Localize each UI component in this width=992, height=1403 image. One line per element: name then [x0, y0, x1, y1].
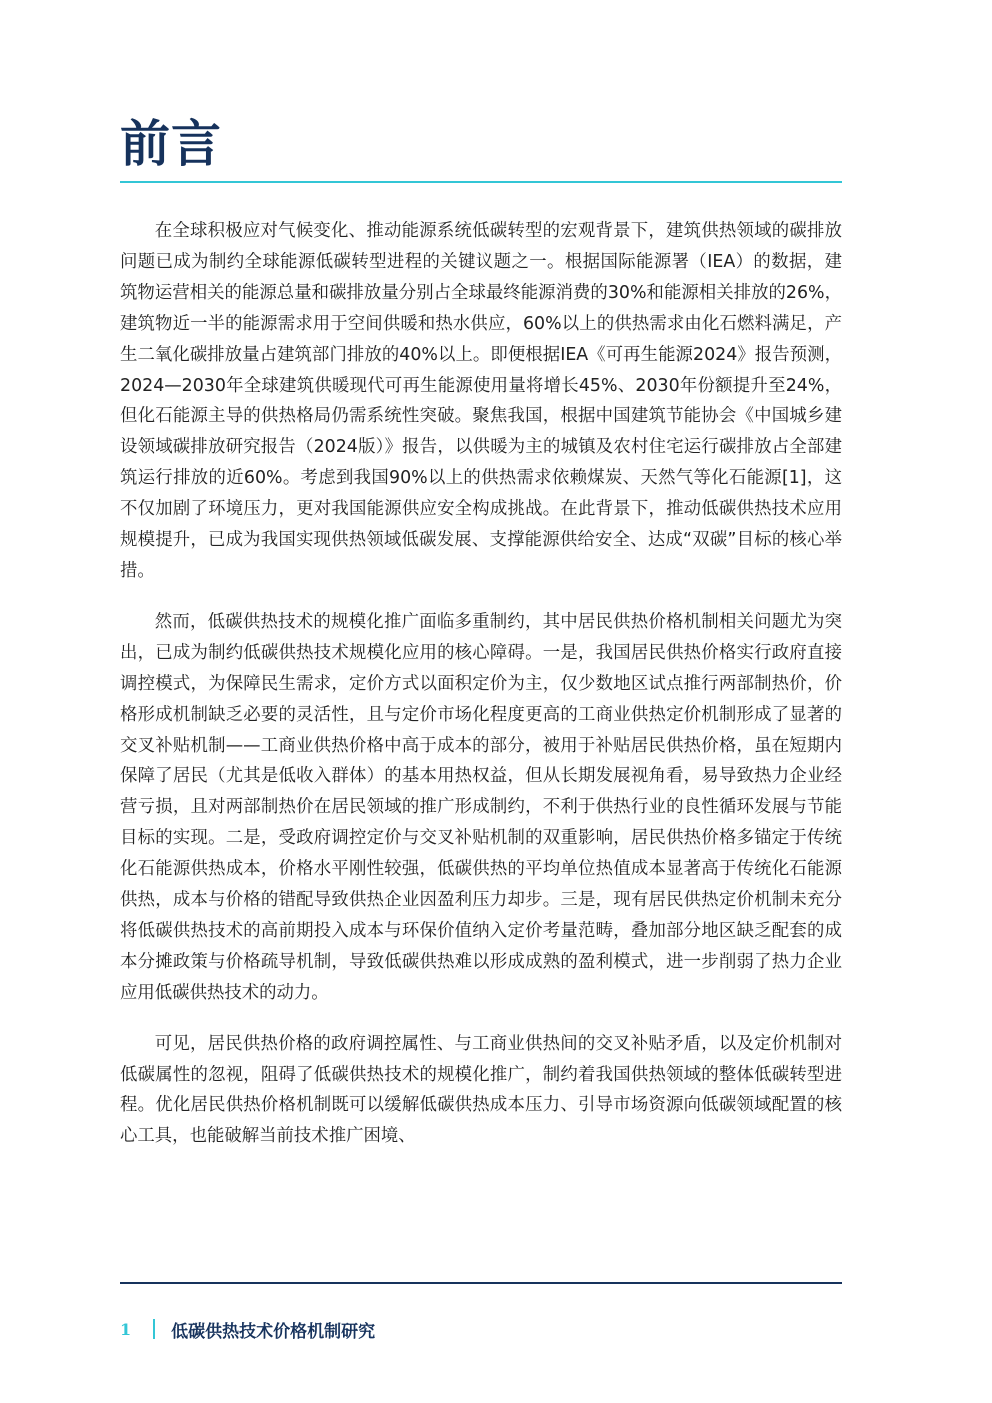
page-number: 1: [120, 1319, 132, 1339]
paragraph: 在全球积极应对气候变化、推动能源系统低碳转型的宏观背景下，建筑供热领域的碳排放问题已成为制约全球能源低碳转型进程的关键议题之一。根据国际能源署（IEA）的数据，建筑物运营相关的能源总量和碳排放量分别占全球最终能源消费的30%和能源相关排放的26%，建筑物近一半的能源需求用于空间供暖和热水供应，60%以上的供热需求由化石燃料满足，产生二氧化碳排放量占建筑部门排放的40%以上。即便根据IEA《可再生能源2024》报告预测，2024—2030年全球建筑供暖现代可再生能源使用量将增长45%、2030年份额提升至24%，但化石能源主导的供热格局仍需系统性突破。聚焦我国，根据中国建筑节能协会《中国城乡建设领域碳排放研究报告（2024版）》报告，以供暖为主的城镇及农村住宅运行碳排放占全部建筑运行排放的近60%。考虑到我国90%以上的供热需求依赖煤炭、天然气等化石能源[1]，这不仅加剧了环境压力，更对我国能源供应安全构成挑战。在此背景下，推动低碳供热技术应用规模提升，已成为我国实现供热领域低碳发展、支撑能源供给安全、达成“双碳”目标的核心举措。: [120, 221, 842, 581]
paragraph: 然而，低碳供热技术的规模化推广面临多重制约，其中居民供热价格机制相关问题尤为突出，已成为制约低碳供热技术规模化应用的核心障碍。一是，我国居民供热价格实行政府直接调控模式，为保障民生需求，定价方式以面积定价为主，仅少数地区试点推行两部制热价，价格形成机制缺乏必要的灵活性，且与定价市场化程度更高的工商业供热定价机制形成了显著的交叉补贴机制——工商业供热价格中高于成本的部分，被用于补贴居民供热价格，虽在短期内保障了居民（尤其是低收入群体）的基本用热权益，但从长期发展视角看，易导致热力企业经营亏损，且对两部制热价在居民领域的推广形成制约，不利于供热行业的良性循环发展与节能目标的实现。二是，受政府调控定价与交叉补贴机制的双重影响，居民供热价格多锚定于传统化石能源供热成本，价格水平刚性较强，低碳供热的平均单位热值成本显著高于传统化石能源供热，成本与价格的错配导致供热企业因盈利压力却步。三是，现有居民供热定价机制未充分将低碳供热技术的高前期投入成本与环保价值纳入定价考量范畴，叠加部分地区缺乏配套的成本分摊政策与价格疏导机制，导致低碳供热难以形成成熟的盈利模式，进一步削弱了热力企业应用低碳供热技术的动力。: [120, 611, 842, 1003]
running-title: 低碳供热技术价格机制研究: [171, 1321, 376, 1342]
page-footer: [120, 1317, 375, 1341]
body-text: [120, 216, 842, 1172]
page-title: 前言: [120, 115, 222, 173]
paragraph: 可见，居民供热价格的政府调控属性、与工商业供热间的交叉补贴矛盾，以及定价机制对低碳属性的忽视，阻碍了低碳供热技术的规模化推广，制约着我国供热领域的整体低碳转型进程。优化居民供热价格机制既可以缓解低碳供热成本压力、引导市场资源向低碳领域配置的核心工具，也能破解当前技术推广困境、: [120, 1033, 842, 1147]
title-divider: [120, 181, 842, 183]
footer-separator: [153, 1319, 155, 1339]
footer-divider: [120, 1282, 842, 1284]
